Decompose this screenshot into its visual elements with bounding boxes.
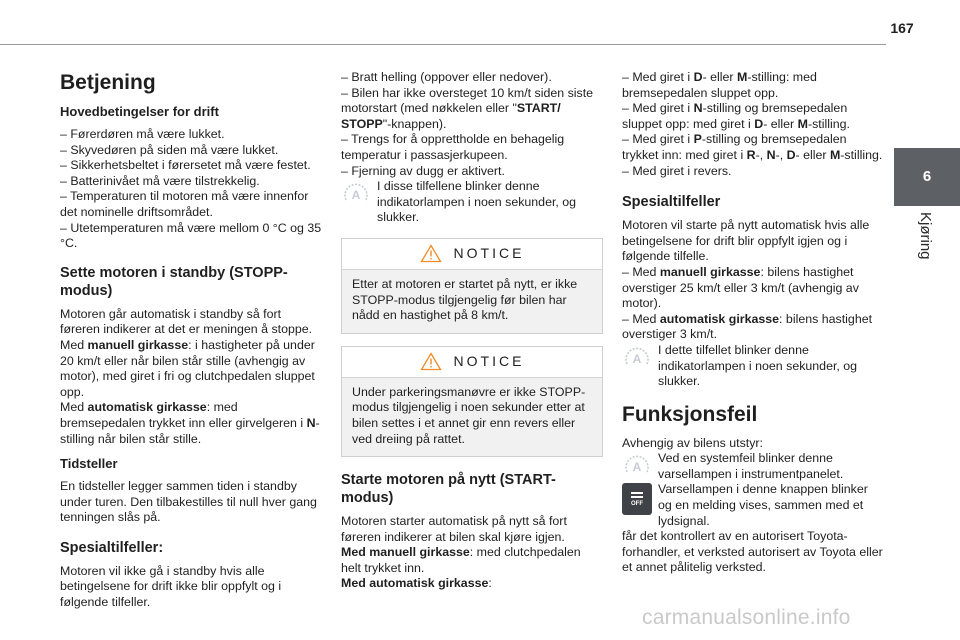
gear-d: D: [786, 147, 796, 162]
special-auto: [622, 312, 884, 343]
special-cases-intro: Motoren vil starte på nytt automatisk hvis alle betingelsene for drift blir oppfylt igjen og i følgende tilfelle.: [622, 218, 870, 264]
standby-manual: [60, 338, 322, 400]
column-2: [341, 70, 603, 592]
fault-button-text: Varsellampen i denne knappen blinker og en melding vises, sammen med et lydsignal.: [658, 482, 868, 528]
svg-text:A: A: [632, 460, 642, 475]
icon-bar: [631, 492, 643, 494]
standby-auto: [60, 400, 322, 447]
fault-intro: Avhengig av bilens utstyr:: [622, 435, 763, 450]
auto-stop-indicator-icon: [341, 180, 371, 208]
svg-text:A: A: [351, 188, 361, 203]
list-item: [622, 101, 884, 132]
text: : bilens hastighet overstiger 25 km/t eller 3 km/t (avhengig av motor).: [622, 264, 859, 311]
warning-triangle-icon: [420, 352, 442, 371]
text: -stilling og bremsepedalen trykket inn: med giret i: [622, 132, 847, 162]
special-indicator-note: [622, 343, 884, 390]
icon-bar: [631, 496, 643, 498]
gear-m: M: [829, 147, 841, 162]
main-conditions-list: [60, 127, 322, 252]
gear-p: P: [693, 132, 702, 147]
gear-d: D: [693, 70, 703, 84]
text: -stilling.: [807, 116, 850, 131]
notice-header: [342, 347, 602, 378]
list-item: – Sikkerhetsbeltet i førersetet må være festet.: [60, 158, 311, 173]
notice-box-2: [341, 346, 603, 457]
gear-n: N: [766, 147, 776, 162]
restart-manual-text: : med clutchpedalen helt trykket inn.: [341, 545, 581, 575]
speed-prefix: – Bilen har ikke oversteget 10 km/t siden siste motorstart (med nøkkelen eller ": [341, 85, 594, 116]
text: -,: [775, 147, 787, 162]
column-1: [60, 70, 322, 611]
timer-text: En tidsteller legger sammen tiden i standby under turen. Den tilbakestilles til null hver gang tenningen slås på.: [60, 479, 317, 525]
list-item: [622, 70, 884, 101]
list-item: – Temperaturen til motoren må være innenfor det nominelle driftsområdet.: [60, 189, 309, 219]
special-cases-heading: Spesialtilfeller: [622, 194, 721, 211]
list-item: – Med giret i revers.: [622, 163, 732, 178]
special-cases-text: Motoren vil ikke gå i standby hvis alle betingelsene for drift ikke blir oppfylt og i følgende tilfeller.: [60, 563, 282, 610]
warning-triangle-icon: [420, 244, 442, 263]
list-item: – Førerdøren må være lukket.: [60, 127, 225, 141]
timer-heading: Tidsteller: [60, 456, 118, 472]
gear-n: N: [693, 101, 703, 116]
special-manual: [622, 265, 884, 312]
chapter-label-text: Kjøring: [917, 212, 934, 260]
restart-auto: [341, 576, 603, 592]
text: – Med giret i: [622, 132, 694, 147]
text: - eller: [795, 147, 830, 162]
list-item: – Skyvedøren på siden må være lukket.: [60, 142, 279, 157]
indicator-note: [341, 179, 603, 226]
indicator-note-text: I disse tilfellene blinker denne indikatorlampen i noen sekunder, og slukker.: [377, 179, 577, 225]
start-stop-label: START/ STOPP: [341, 101, 561, 131]
standby-auto-text-b: -stilling når bilen står stille.: [60, 415, 320, 446]
page-number: 167: [890, 20, 914, 36]
text: – Med: [622, 264, 660, 279]
fault-footer: får det kontrollert av en autorisert Toyota-forhandler, et verksted autorisert av Toyota eller et annet pålitelig verksted.: [622, 529, 883, 575]
text: -stilling.: [840, 147, 883, 162]
standby-auto-prefix: Med: [60, 400, 88, 415]
column-3: [622, 70, 884, 576]
standby-manual-label: manuell girkasse: [87, 337, 189, 352]
standby-intro: Motoren går automatisk i standby så fort føreren indikerer at det er meningen å stoppe.: [60, 306, 313, 337]
text: – Med giret i: [622, 101, 694, 116]
auto-stop-indicator-icon: [622, 344, 652, 372]
text: - eller: [702, 70, 738, 84]
list-item: [622, 132, 884, 163]
notice-body: Under parkeringsmanøvre er ikke STOPP-modus tilgjengelig i noen sekunder etter at bilen settes i et annet gir enn revers eller ved dreiing på rattet.: [342, 378, 602, 456]
standby-manual-prefix: Med: [60, 337, 88, 352]
restart-auto-label: Med automatisk girkasse: [341, 576, 489, 591]
text: : bilens hastighet overstiger 3 km/t.: [622, 311, 873, 342]
notice-box-1: [341, 238, 603, 334]
gear-m: M: [737, 70, 748, 84]
chapter-tab: 6: [894, 148, 960, 206]
main-conditions-heading: Hovedbetingelser for drift: [60, 104, 219, 119]
text: -,: [755, 147, 767, 162]
fault-button-note: [622, 482, 884, 529]
manual-gearbox-label: manuell girkasse: [659, 264, 761, 279]
gear-d: D: [754, 116, 764, 131]
notice-header: [342, 239, 602, 270]
stop-start-off-button-icon: [622, 483, 652, 515]
standby-auto-text-a: : med bremsepedalen trykket inn eller girvelgeren i: [60, 400, 307, 430]
auto-stop-warning-icon: [622, 452, 652, 480]
list-item: – Batterinivået må være tilstrekkelig.: [60, 173, 260, 188]
gear-r: R: [746, 147, 756, 162]
restart-manual-label: Med manuell girkasse: [341, 545, 470, 560]
section-title-betjening: Betjening: [60, 71, 156, 94]
gear-m: M: [797, 116, 808, 131]
restart-auto-text: :: [488, 576, 492, 591]
restart-heading: Starte motoren på nytt (START-modus): [341, 472, 556, 507]
off-label: OFF: [631, 500, 643, 507]
list-item: – Bratt helling (oppover eller nedover).: [341, 70, 552, 84]
section-title-funksjonsfeil: Funksjonsfeil: [622, 402, 758, 426]
automatic-gearbox-label: automatisk girkasse: [659, 311, 780, 326]
special-cases-heading: Spesialtilfeller:: [60, 539, 164, 556]
watermark: carmanualsonline.info: [642, 606, 851, 629]
text: -stilling og bremsepedalen sluppet opp: med giret i: [622, 101, 848, 131]
notice-body: Etter at motoren er startet på nytt, er ikke STOPP-modus tilgjengelig før bilen har nådd en hastighet på 8 km/t.: [342, 270, 602, 333]
text: - eller: [763, 116, 798, 131]
text: -stilling: med bremsepedalen sluppet opp.: [622, 70, 817, 100]
standby-manual-text: : i hastigheter på under 20 km/t eller når bilen står stille (avhengig av motor), med giret i fri og clutchpedalen sluppet opp.: [60, 337, 315, 399]
standby-heading: Sette motoren i standby (STOPP-modus): [60, 264, 288, 299]
svg-text:A: A: [632, 351, 642, 366]
restart-intro: Motoren starter automatisk på nytt så fort føreren indikerer at bilen skal kjøre igjen.: [341, 514, 567, 544]
notice-title: NOTICE: [453, 352, 525, 369]
notice-title: NOTICE: [453, 245, 525, 262]
header-rule: [0, 44, 886, 45]
fault-warning-note: [622, 451, 884, 482]
text: – Med: [622, 311, 660, 326]
text: – Med giret i: [622, 70, 694, 84]
standby-auto-label: automatisk girkasse: [87, 400, 207, 415]
list-item: – Utetemperaturen må være mellom 0 °C og 35 °C.: [60, 220, 322, 251]
speed-suffix: "-knappen).: [382, 116, 447, 131]
standby-auto-n: N: [306, 415, 316, 430]
list-item: – Trengs for å opprettholde en behagelig temperatur i passasjerkupeen.: [341, 132, 565, 162]
special-indicator-text: I dette tilfellet blinker denne indikatorlampen i noen sekunder, og slukker.: [658, 342, 858, 389]
fault-warning-text: Ved en systemfeil blinker denne varsellampen i instrumentpanelet.: [658, 451, 844, 481]
restart-manual: [341, 545, 603, 576]
list-item: – Fjerning av dugg er aktivert.: [341, 163, 505, 178]
list-item-speed: [341, 86, 603, 133]
chapter-label: [894, 212, 960, 272]
